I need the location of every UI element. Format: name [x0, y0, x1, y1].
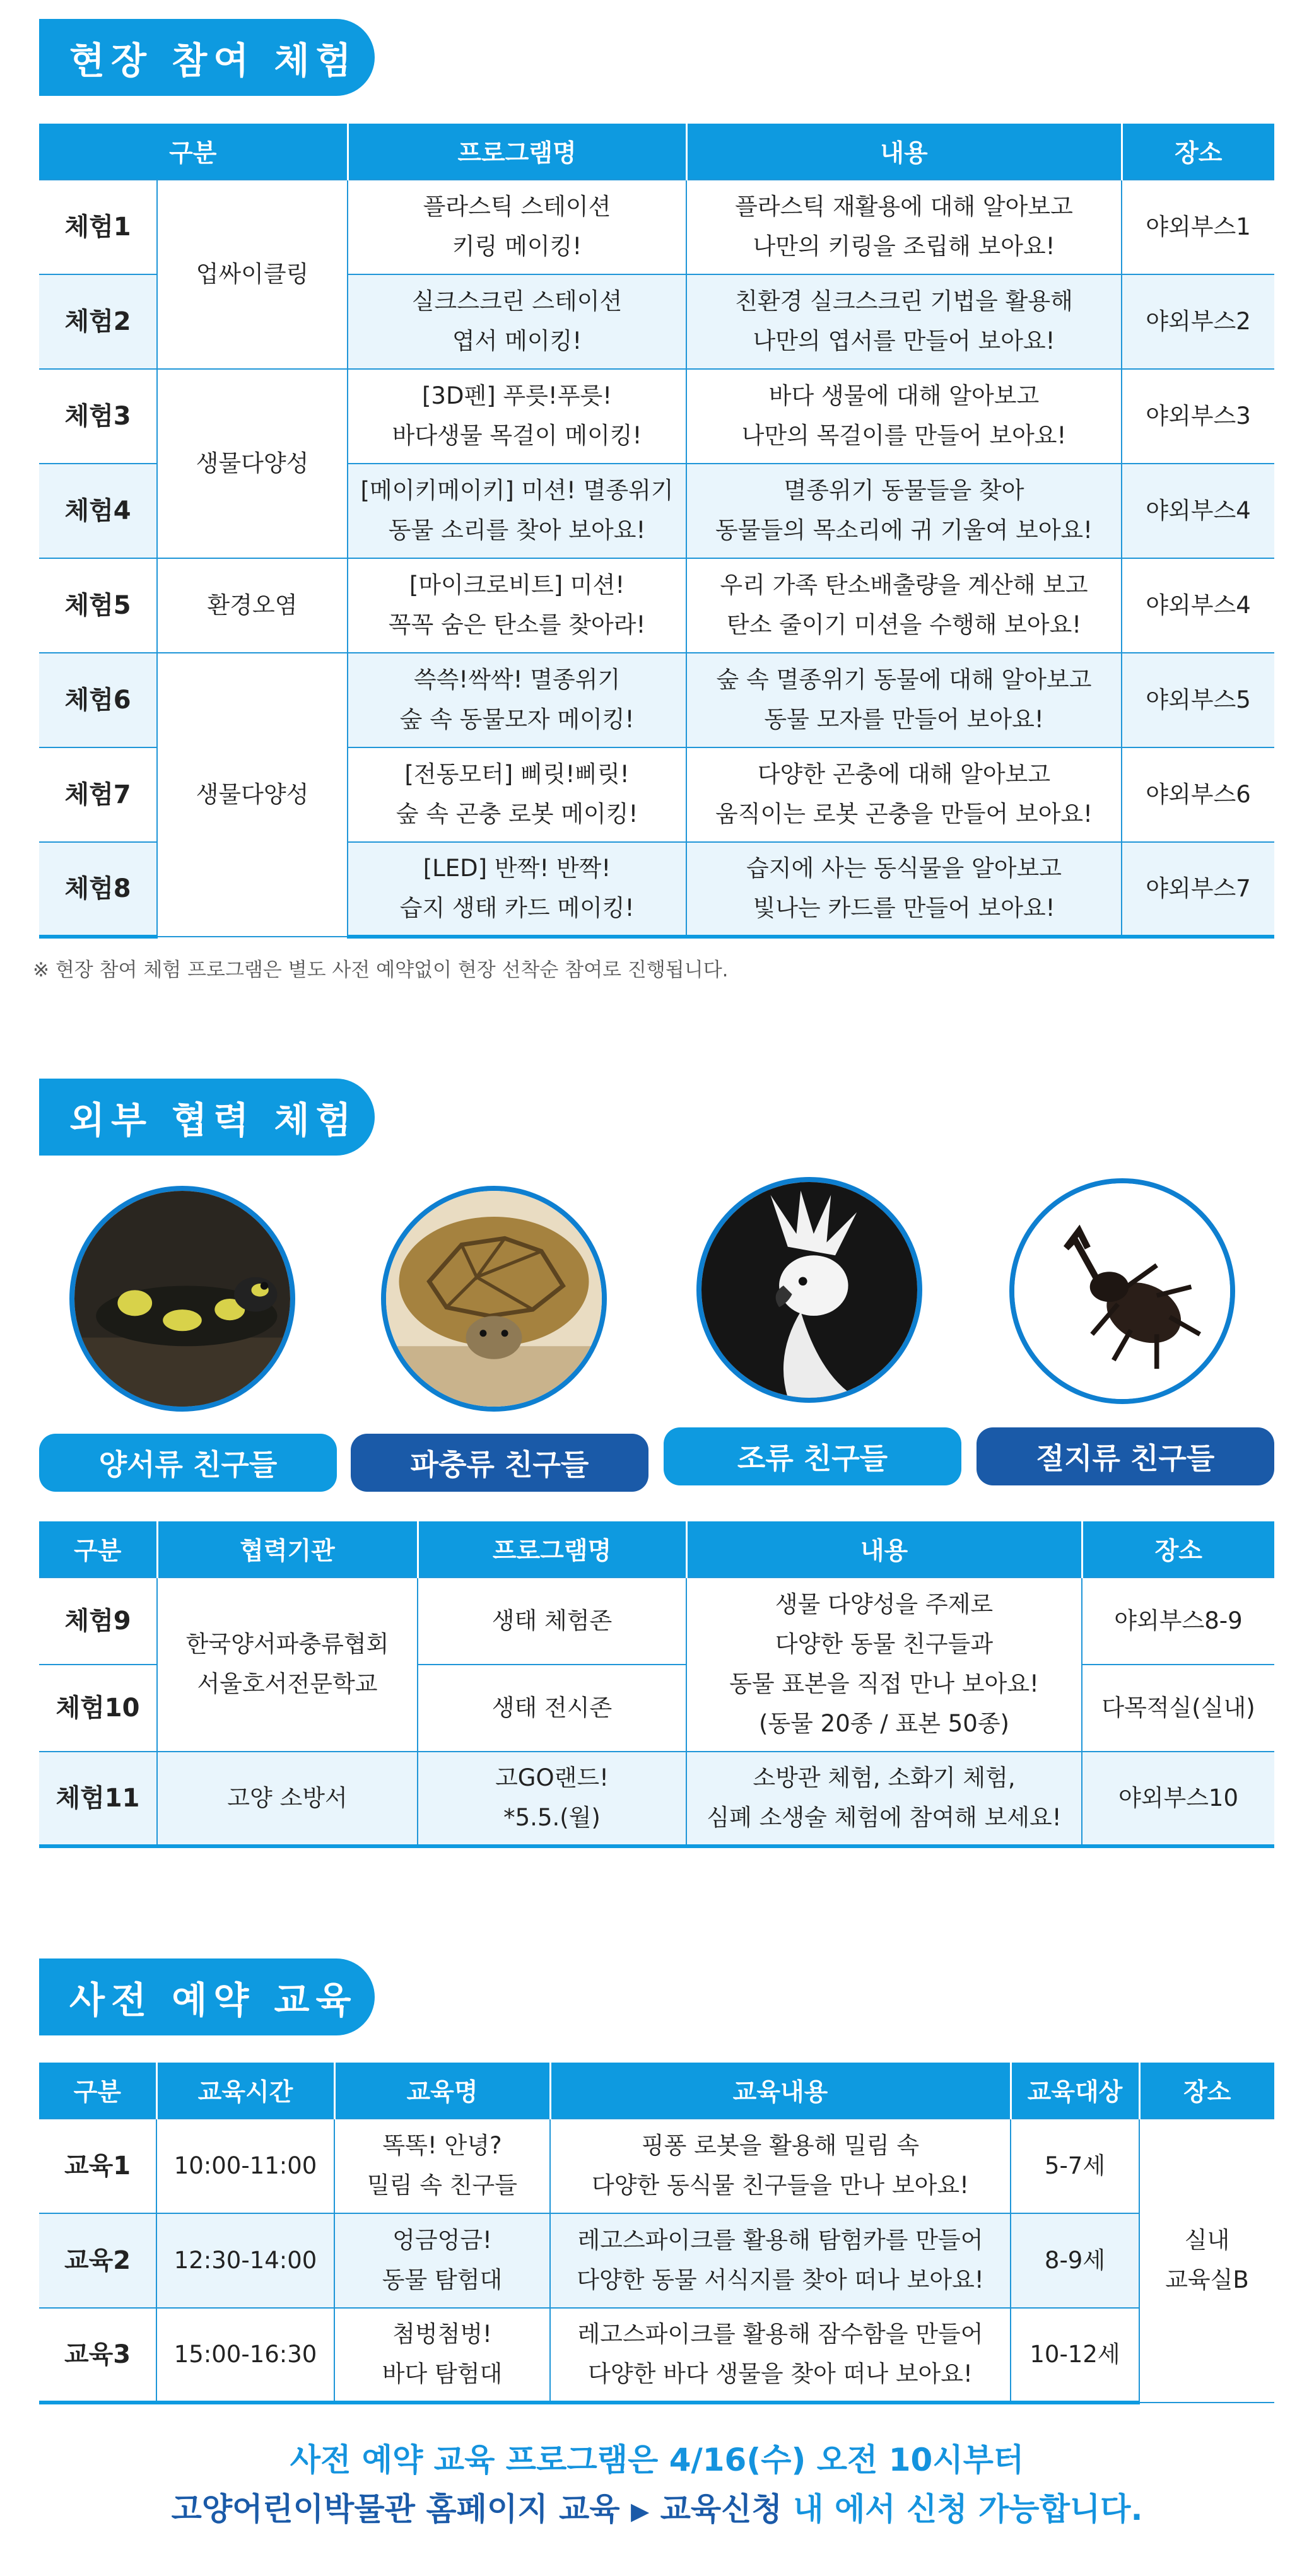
content-cell: 숲 속 멸종위기 동물에 대해 알아보고 동물 모자를 만들어 보아요!	[686, 653, 1122, 747]
table-row	[39, 180, 1274, 274]
header-content: 내용	[686, 124, 1122, 180]
tortoise-photo-icon	[381, 1186, 607, 1412]
target-cell: 10-12세	[1011, 2308, 1139, 2403]
content-cell: 플라스틱 재활용에 대해 알아보고 나만의 키링을 조립해 보아요!	[686, 180, 1122, 274]
beetle-photo-icon	[1009, 1178, 1235, 1404]
content-cell: 우리 가족 탄소배출량을 계산해 보고 탄소 줄이기 미션을 수행해 보아요!	[686, 558, 1122, 653]
content-cell: 레고스파이크를 활용해 탐험카를 만들어 다양한 동물 서식지를 찾아 떠나 보아요!	[550, 2213, 1011, 2308]
content-cell: 바다 생물에 대해 알아보고 나만의 목걸이를 만들어 보아요!	[686, 369, 1122, 464]
notice-line-1: 사전 예약 교육 프로그램은 4/16(수) 오전 10시부터	[290, 2442, 1024, 2478]
program-cell: 생태 전시존	[418, 1665, 686, 1752]
header-content: 교육내용	[550, 2063, 1011, 2119]
program-cell: [전동모터] 삐릿!삐릿! 숲 속 곤충 로봇 메이킹!	[348, 747, 686, 842]
place-cell: 다목적실(실내)	[1082, 1665, 1274, 1752]
table-row	[39, 1752, 1274, 1846]
salamander-photo-icon	[69, 1186, 295, 1412]
row-label: 체험7	[39, 747, 157, 842]
row-label: 교육2	[39, 2213, 156, 2308]
table-row	[39, 2308, 1274, 2403]
content-cell: 레고스파이크를 활용해 잠수함을 만들어 다양한 바다 생물을 찾아 떠나 보아요!	[550, 2308, 1011, 2403]
place-cell: 야외부스1	[1122, 180, 1274, 274]
content-cell: 핑퐁 로봇을 활용해 밀림 속 다양한 동식물 친구들을 만나 보아요!	[550, 2119, 1011, 2213]
group-cell: 업싸이클링	[157, 180, 348, 369]
row-label: 체험5	[39, 558, 157, 653]
content-cell: 생물 다양성을 주제로 다양한 동물 친구들과 동물 표본을 직접 만나 보아요! (동물 20종 / 표본 50종)	[686, 1578, 1082, 1752]
header-content: 내용	[686, 1521, 1082, 1578]
row-label: 교육1	[39, 2119, 156, 2213]
partner-program-table	[39, 1521, 1274, 1848]
content-cell: 다양한 곤충에 대해 알아보고 움직이는 로봇 곤충을 만들어 보아요!	[686, 747, 1122, 842]
table-row	[39, 2213, 1274, 2308]
row-label: 체험6	[39, 653, 157, 747]
header-target: 교육대상	[1011, 2063, 1139, 2119]
place-cell: 야외부스4	[1122, 558, 1274, 653]
group-cell: 생물다양성	[157, 653, 348, 937]
row-label: 체험4	[39, 464, 157, 558]
cockatoo-photo-icon	[696, 1177, 922, 1403]
group-cell: 생물다양성	[157, 369, 348, 558]
row-label: 체험9	[39, 1578, 157, 1665]
place-cell: 야외부스5	[1122, 653, 1274, 747]
reservation-table	[39, 2063, 1274, 2404]
row-label: 체험2	[39, 274, 157, 369]
table-row	[39, 2119, 1274, 2213]
header-category: 구분	[39, 2063, 156, 2119]
content-cell: 습지에 사는 동식물을 알아보고 빛나는 카드를 만들어 보아요!	[686, 842, 1122, 937]
header-category: 구분	[39, 124, 348, 180]
target-cell: 5-7세	[1011, 2119, 1139, 2213]
program-cell: 플라스틱 스테이션 키링 메이킹!	[348, 180, 686, 274]
program-cell: 실크스크린 스테이션 엽서 메이킹!	[348, 274, 686, 369]
table-header-row	[39, 2063, 1274, 2119]
program-cell: [마이크로비트] 미션! 꼭꼭 숨은 탄소를 찾아라!	[348, 558, 686, 653]
reptile-label: 파충류 친구들	[351, 1434, 648, 1492]
place-cell: 야외부스3	[1122, 369, 1274, 464]
program-cell: [LED] 반짝! 반짝! 습지 생태 카드 메이킹!	[348, 842, 686, 937]
onsite-note: ※ 현장 참여 체험 프로그램은 별도 사전 예약없이 현장 선착순 참여로 진행됩니다.	[33, 959, 729, 981]
program-cell: 쓱쓱!싹싹! 멸종위기 숲 속 동물모자 메이킹!	[348, 653, 686, 747]
header-place: 장소	[1139, 2063, 1274, 2119]
arthropod-label: 절지류 친구들	[977, 1427, 1274, 1485]
org-cell: 한국양서파충류협회 서울호서전문학교	[157, 1578, 418, 1752]
section-title-onsite-text: 현장 참여 체험	[69, 39, 358, 82]
notice-line-2: 고양어린이박물관 홈페이지 교육 ▶ 교육신청 내 에서 신청 가능합니다.	[0, 2485, 1314, 2534]
row-label: 체험10	[39, 1665, 157, 1752]
header-program: 프로그램명	[348, 124, 686, 180]
place-cell: 야외부스6	[1122, 747, 1274, 842]
program-cell: [메이키메이키] 미션! 멸종위기 동물 소리를 찾아 보아요!	[348, 464, 686, 558]
section-title-partner	[39, 1079, 375, 1156]
header-name: 교육명	[334, 2063, 550, 2119]
table-row	[39, 369, 1274, 464]
target-cell: 8-9세	[1011, 2213, 1139, 2308]
org-cell: 고양 소방서	[157, 1752, 418, 1846]
header-program: 프로그램명	[418, 1521, 686, 1578]
onsite-program-table	[39, 124, 1274, 939]
header-place: 장소	[1082, 1521, 1274, 1578]
time-cell: 12:30-14:00	[156, 2213, 334, 2308]
name-cell: 첨벙첨벙! 바다 탐험대	[334, 2308, 550, 2403]
name-cell: 똑똑! 안녕? 밀림 속 친구들	[334, 2119, 550, 2213]
table-row	[39, 558, 1274, 653]
content-cell: 소방관 체험, 소화기 체험, 심폐 소생술 체험에 참여해 보세요!	[686, 1752, 1082, 1846]
group-cell: 환경오염	[157, 558, 348, 653]
row-label: 체험8	[39, 842, 157, 937]
table-row	[39, 653, 1274, 747]
table-header-row	[39, 124, 1274, 180]
play-arrow-icon: ▶	[630, 2497, 650, 2525]
place-cell: 야외부스7	[1122, 842, 1274, 937]
header-time: 교육시간	[156, 2063, 334, 2119]
time-cell: 10:00-11:00	[156, 2119, 334, 2213]
row-label: 체험3	[39, 369, 157, 464]
place-cell: 야외부스10	[1082, 1752, 1274, 1846]
content-cell: 멸종위기 동물들을 찾아 동물들의 목소리에 귀 기울여 보아요!	[686, 464, 1122, 558]
time-cell: 15:00-16:30	[156, 2308, 334, 2403]
place-cell: 야외부스4	[1122, 464, 1274, 558]
program-cell: [3D펜] 푸릇!푸릇! 바다생물 목걸이 메이킹!	[348, 369, 686, 464]
table-header-row	[39, 1521, 1274, 1578]
program-cell: 고GO랜드! *5.5.(월)	[418, 1752, 686, 1846]
amphibian-label: 양서류 친구들	[39, 1434, 337, 1492]
row-label: 체험1	[39, 180, 157, 274]
name-cell: 엉금엉금! 동물 탐험대	[334, 2213, 550, 2308]
header-org: 협력기관	[157, 1521, 418, 1578]
row-label: 교육3	[39, 2308, 156, 2403]
section-title-partner-text: 외부 협력 체험	[69, 1099, 358, 1142]
place-cell: 야외부스8-9	[1082, 1578, 1274, 1665]
reservation-notice	[0, 2436, 1314, 2534]
section-title-onsite	[39, 19, 375, 96]
section-title-reservation-text: 사전 예약 교육	[69, 1979, 358, 2022]
content-cell: 친환경 실크스크린 기법을 활용해 나만의 엽서를 만들어 보아요!	[686, 274, 1122, 369]
section-title-reservation	[39, 1958, 375, 2035]
place-cell: 야외부스2	[1122, 274, 1274, 369]
header-category: 구분	[39, 1521, 157, 1578]
bird-label: 조류 친구들	[664, 1427, 961, 1485]
row-label: 체험11	[39, 1752, 157, 1846]
program-cell: 생태 체험존	[418, 1578, 686, 1665]
table-row	[39, 1578, 1274, 1665]
header-place: 장소	[1122, 124, 1274, 180]
place-cell: 실내 교육실B	[1139, 2119, 1274, 2403]
